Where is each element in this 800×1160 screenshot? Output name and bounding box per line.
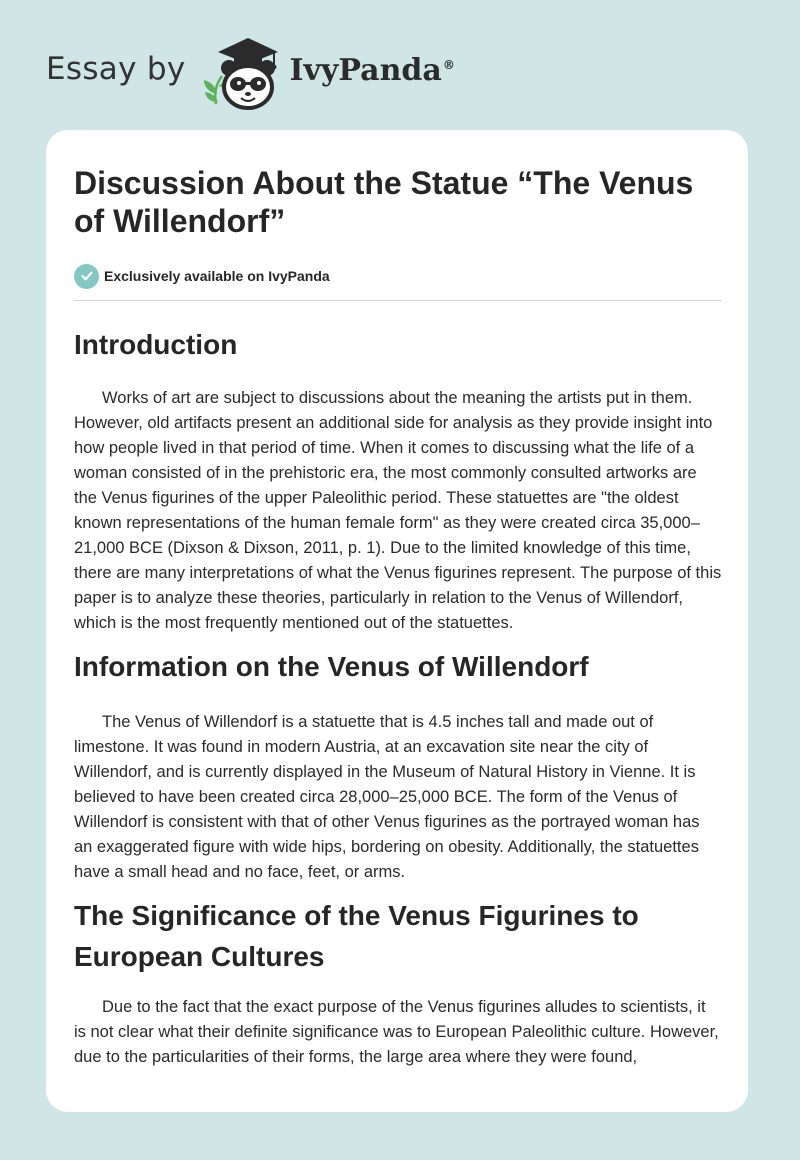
- section-paragraph-introduction: Works of art are subject to discussions about the meaning the artists put in them. However, old artifacts present an additional side for analysis as they provide insight into how people lived in that period of time. When it comes to discussing what the life of a woman consisted of in the prehistoric era, the most commonly consulted artworks are the Venus figurines of the upper Paleolithic period. These statuettes are "the oldest known representations of the human female form" as they were created circa 35,000–21,000 BCE (Dixson & Dixson, 2011, p. 1). Due to the limited knowledge of this time, there are many interpretations of what the Venus figurines represent. The purpose of this paper is to analyze these theories, particularly in relation to the Venus of Willendorf, which is the most frequently mentioned out of the statuettes.: [74, 389, 722, 632]
- exclusive-badge: [74, 262, 722, 290]
- section-heading-significance: The Significance of the Venus Figurines to European Cultures: [74, 900, 639, 972]
- panda-logo-graphic: [196, 32, 288, 112]
- title-divider: [74, 300, 722, 301]
- brand-name[interactable]: [290, 53, 455, 88]
- section-heading-information: Information on the Venus of Willendorf: [74, 651, 589, 682]
- essay-title: Discussion About the Statue “The Venus of Willendorf”: [74, 165, 694, 239]
- section-paragraph-information: The Venus of Willendorf is a statuette that is 4.5 inches tall and made out of limestone. It was found in modern Austria, at an excavation site near the city of Willendorf, and is currently displayed in the Museum of Natural History in Vienne. It is believed to have been created circa 28,000–25,000 BCE. The form of the Venus of Willendorf is consistent with that of other Venus figurines as the portrayed woman has an exaggerated figure with wide hips, bordering on obesity. Additionally, the statuettes have a small head and no face, feet, or arms.: [74, 713, 700, 881]
- section-heading-introduction: Introduction: [74, 329, 238, 360]
- site-header: [46, 32, 455, 112]
- essay-card: [46, 130, 748, 1112]
- badge-text: Exclusively available on IvyPanda: [104, 268, 330, 284]
- panda-graduate-icon[interactable]: [196, 32, 288, 112]
- brand-name-text: IvyPanda: [289, 52, 442, 88]
- registered-mark: ®: [442, 57, 455, 72]
- section-paragraph-significance: Due to the fact that the exact purpose of the Venus figurines alludes to scientists, it is not clear what their definite significance was to European Paleolithic culture. However, due to the particularities of their forms, the large area where they were found,: [74, 998, 719, 1066]
- check-circle-icon: [74, 264, 99, 289]
- brand-prefix: Essay by: [46, 51, 186, 87]
